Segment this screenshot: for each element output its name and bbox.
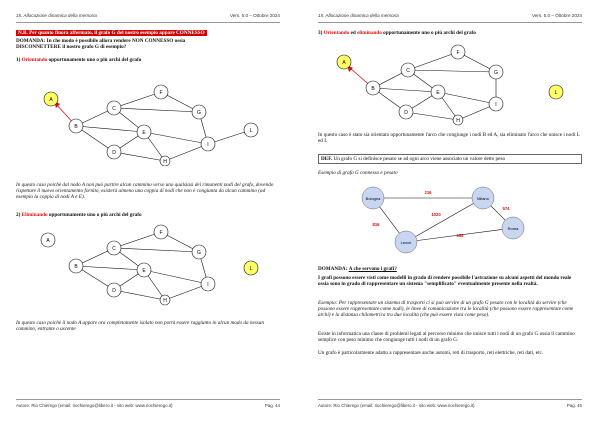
definition-label: DEF. xyxy=(321,156,333,162)
step-number: 2) xyxy=(16,212,21,218)
question-text: A che servono i grafi? xyxy=(348,266,397,272)
chapter-title: 15. Allocazione dinamica della memoria xyxy=(318,13,399,18)
node-h: H xyxy=(163,298,167,304)
step-conjunction: ed xyxy=(350,30,356,36)
page-45 xyxy=(308,4,592,418)
node-c: C xyxy=(406,68,410,74)
weighted-graph xyxy=(348,180,548,260)
node-a: A xyxy=(49,97,53,103)
step-number: 3) xyxy=(318,30,323,36)
step-keyword: eliminando xyxy=(357,30,382,36)
node-b: B xyxy=(74,264,78,270)
graph-oriented xyxy=(36,66,266,166)
graph-oriented-and-removed xyxy=(328,42,578,126)
edge-weight: 574 xyxy=(502,206,510,211)
step-text: opportunamente uno o più archi del grafo xyxy=(383,30,476,36)
author-line: Autore: Rio Chierego (email: riochierego@libero.it - sito web: www.riochierego.it) xyxy=(16,403,173,408)
node-d: D xyxy=(112,288,116,294)
question-line-1: DOMANDA: In che modo è possibile allora rendere NON CONNESSO ossia xyxy=(16,38,186,44)
paragraph-6: Esiste in informatica una classe di problemi legati al percorso minimo che unisce tutti i nodi di un grafo G ossia il cammino semplice con peso minimo che congiunge tutti i nodi di un grafo G. xyxy=(318,331,575,344)
node-c: C xyxy=(112,246,116,252)
node-d: D xyxy=(404,110,408,116)
node-d: D xyxy=(112,150,116,156)
node-i: I xyxy=(207,282,209,288)
nb-highlight: N.B. Per quanto finora affermato, il grafo G del nostro esempio appare CONNESSO xyxy=(18,30,205,36)
node-a: A xyxy=(46,238,50,244)
node-f: F xyxy=(159,230,163,236)
graph-removed-edge xyxy=(36,222,266,314)
paragraph-7: Un grafo è particolarmente adatto a rappresentare anche automi, reti di trasporto, reti elettriche, reti dati, etc. xyxy=(318,350,544,356)
paragraph-1: In questo caso poichè dal nodo A non può partire alcun cammino verso uno qualsiasi dei rimanenti nodi del grafo, dovendo rispettare il nuovo orientamento fornito, esisterà almeno una coppia di nodi che non è congiunta da alcun cammino (ad esempio la coppia di nodi A e E). xyxy=(16,182,274,201)
question-2 xyxy=(318,266,582,272)
node-b: B xyxy=(371,86,375,92)
node-i: I xyxy=(495,102,497,108)
node-f: F xyxy=(159,90,163,96)
node-i: I xyxy=(207,142,209,148)
node-f: F xyxy=(456,50,460,56)
step-keyword: Eliminando xyxy=(21,212,48,218)
definition-box xyxy=(318,154,582,164)
edge-weight: 656 xyxy=(456,233,464,238)
page-number: Pag. 45 xyxy=(566,403,582,408)
step-keyword: Orientando xyxy=(21,57,48,63)
running-header xyxy=(318,12,582,23)
city-node: Bologna xyxy=(365,196,381,201)
edge-weight: 816 xyxy=(372,222,380,227)
running-header xyxy=(16,12,280,23)
version-label: Vers. 5.0 – Ottobre 2024 xyxy=(229,13,280,18)
page-footer xyxy=(16,399,280,410)
node-a: A xyxy=(342,60,346,66)
step-number: 1) xyxy=(16,57,21,63)
page-44 xyxy=(6,4,290,418)
city-node: Milano xyxy=(477,196,489,201)
city-node: Roma xyxy=(507,226,519,231)
page-footer xyxy=(318,399,582,410)
node-b: B xyxy=(74,124,78,130)
node-e: E xyxy=(142,130,146,136)
node-h: H xyxy=(456,118,460,124)
edge-weight: 1020 xyxy=(431,212,441,217)
step-text: opportunamente uno o più archi del grafo xyxy=(48,57,142,63)
node-g: G xyxy=(494,70,498,76)
edge-weight: 216 xyxy=(424,190,432,195)
paragraph-5: Esempio: Per rappresentare un sistema di trasporti ci si può servire di un grafo G pesato con le località da servire (che possono essere rappresentate come nodi), le linee di comunicazione tra le località (che possono essere rappresentate come archi) e la distanza chilometrica tra due località (che può essere vista come peso). xyxy=(318,300,574,319)
step-2-heading xyxy=(16,212,280,218)
node-l: L xyxy=(249,128,253,134)
step-keyword: Orientando xyxy=(323,30,350,36)
nb-note xyxy=(16,30,280,36)
example-caption: Esempio di grafo G connesso e pesato xyxy=(318,170,398,176)
node-h: H xyxy=(163,159,167,165)
node-g: G xyxy=(197,250,201,256)
question-line-2: DISCONNETTERE il nostro grafo G di esempio? xyxy=(16,44,127,50)
node-l: L xyxy=(249,266,253,272)
paragraph-3: In questo caso è stato sia orientato opportunamente l'arco che congiunge i nodi B ed A, sia eliminato l'arco che unisce i nodi L ed I. xyxy=(318,132,580,145)
node-g: G xyxy=(197,110,201,116)
question-label: DOMANDA: xyxy=(318,266,348,272)
node-l: L xyxy=(554,90,558,96)
chapter-title: 15. Allocazione dinamica della memoria xyxy=(16,13,97,18)
city-node: Lecce xyxy=(400,240,412,245)
paragraph-4: I grafi possono essere visti come modelli in grado di rendere possibile l'astrazione su alcuni aspetti del mondo reale ossia sono in grado di rappresentare un sistema "semplificato" eventualmente presente nella realtà. xyxy=(318,275,572,288)
author-line: Autore: Rio Chierego (email: riochierego@libero.it - sito web: www.riochierego.it) xyxy=(318,403,475,408)
node-e: E xyxy=(436,90,440,96)
step-text: opportunamente uno o più archi del grafo xyxy=(48,212,142,218)
step-3-heading xyxy=(318,30,582,36)
node-c: C xyxy=(112,106,116,112)
step-1-heading xyxy=(16,57,280,63)
node-e: E xyxy=(142,268,146,274)
page-number: Pag. 44 xyxy=(264,403,280,408)
definition-text: Un grafo G si definisce pesato se ad ogni arco viene associato un valore detto peso xyxy=(333,156,506,162)
version-label: Vers. 5.0 – Ottobre 2024 xyxy=(531,13,582,18)
paragraph-2: In questo caso poichè il nodo A appare ora completamente isolato non potrà essere raggiunto in alcun modo da nessun cammino, entrante o uscente xyxy=(16,320,264,333)
